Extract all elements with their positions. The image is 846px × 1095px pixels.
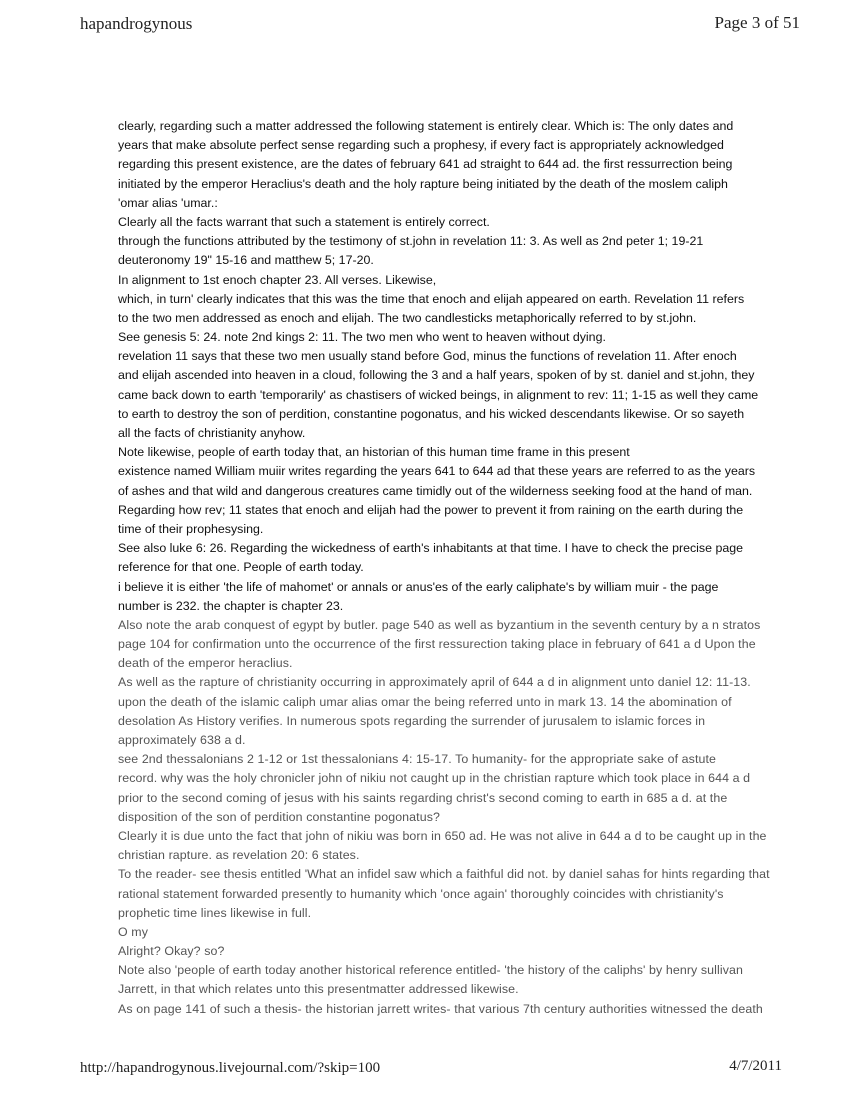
- text-line: Note likewise, people of earth today that, an historian of this human time frame in this present: [118, 445, 630, 460]
- text-line: christian rapture. as revelation 20: 6 states.: [118, 848, 360, 863]
- text-line: As well as the rapture of christianity occurring in approximately april of 644 a d in alignment unto daniel 12: 11-13.: [118, 675, 751, 690]
- text-line: number is 232. the chapter is chapter 23.: [118, 598, 344, 613]
- text-line: years that make absolute perfect sense regarding such a prophesy, if every fact is appropriately acknowledged: [118, 138, 724, 153]
- text-line: See also luke 6: 26. Regarding the wickedness of earth's inhabitants at that time. I have to check the precise page: [118, 541, 744, 556]
- text-line: which, in turn' clearly indicates that this was the time that enoch and elijah appeared on earth. Revelation 11 refers: [118, 291, 745, 306]
- text-line: upon the death of the islamic caliph umar alias omar the being referred unto in mark 13. 14 the abomination of: [118, 694, 732, 709]
- site-title: hapandrogynous: [80, 14, 193, 33]
- text-line: Also note the arab conquest of egypt by butler. page 540 as well as byzantium in the seventh century by a n stratos: [118, 617, 761, 632]
- text-line: As on page 141 of such a thesis- the historian jarrett writes- that various 7th century authorities witnessed the death: [118, 1001, 763, 1016]
- text-line: of ashes and that wild and dangerous creatures came timidly out of the wilderness seeking food at the hand of man.: [118, 483, 753, 498]
- text-line: prior to the second coming of jesus with his saints regarding christ's second coming to earth in 685 a d. at the: [118, 790, 728, 805]
- text-line: prophetic time lines likewise in full.: [118, 905, 312, 920]
- text-line: regarding this present existence, are the dates of february 641 ad straight to 644 ad. the first ressurrection being: [118, 157, 733, 172]
- text-line: O my: [118, 924, 148, 939]
- document-body: [118, 117, 778, 1019]
- text-line: existence named William muiir writes regarding the years 641 to 644 ad that these years are referred to as the years: [118, 464, 756, 479]
- text-line: Clearly it is due unto the fact that john of nikiu was born in 650 ad. He was not alive in 644 a d to be caught up in the: [118, 828, 767, 843]
- text-line: revelation 11 says that these two men usually stand before God, minus the functions of revelation 11. After enoch: [118, 349, 737, 364]
- text-line: all the facts of christianity anyhow.: [118, 426, 306, 440]
- text-line: See genesis 5: 24. note 2nd kings 2: 11. The two men who went to heaven without dying.: [118, 330, 606, 345]
- text-line: initiated by the emperor Heraclius's death and the holy rapture being initiated by the death of the moslem caliph: [118, 176, 728, 191]
- text-line: To the reader- see thesis entitled 'What an infidel saw which a faithful did not. by daniel sahas for hints regarding that: [118, 867, 770, 882]
- text-line: see 2nd thessalonians 2 1-12 or 1st thessalonians 4: 15-17. To humanity- for the appropriate sake of astute: [118, 752, 717, 767]
- text-line: Alright? Okay? so?: [118, 944, 225, 959]
- page-number: Page 3 of 51: [714, 13, 800, 32]
- text-line: page 104 for confirmation unto the occurrence of the first ressurection taking place in february of 641 a d Upon the: [118, 637, 756, 652]
- text-line: approximately 638 a d.: [118, 733, 246, 747]
- text-line: came back down to earth 'temporarily' as chastisers of wicked beings, in alignment to rev: 11; 1-15 as well they came: [118, 387, 759, 402]
- text-line: record. why was the holy chronicler john of nikiu not caught up in the christian rapture which took place in 644 a d: [118, 771, 751, 786]
- text-line: time of their prophesysing.: [118, 521, 264, 536]
- text-line: rational statement forwarded presently to humanity which 'once again' thoroughly coincides with christianity's: [118, 886, 724, 901]
- text-line: Regarding how rev; 11 states that enoch and elijah had the power to prevent it from raining on the earth during the: [118, 502, 744, 517]
- footer-url[interactable]: http://hapandrogynous.livejournal.com/?skip=100: [80, 1060, 381, 1076]
- text-line: to earth to destroy the son of perdition, constantine pogonatus, and his wicked descendants likewise. Or so sayeth: [118, 406, 745, 421]
- text-line: disposition of the son of perdition constantine pogonatus?: [118, 809, 440, 824]
- text-line: 'omar alias 'umar.:: [118, 195, 218, 210]
- text-line: desolation As History verifies. In numerous spots regarding the surrender of jurusalem to islamic forces in: [118, 713, 706, 728]
- text-line: death of the emperor heraclius.: [118, 656, 293, 671]
- text-line: through the functions attributed by the testimony of st.john in revelation 11: 3. As well as 2nd peter 1; 19-21: [118, 234, 704, 249]
- text-line: Jarrett, in that which relates unto this presentmatter addressed likewise.: [118, 982, 519, 997]
- text-line: Note also 'people of earth today another historical reference entitled- 'the history of the caliphs' by henry sullivan: [118, 963, 744, 978]
- footer-date: 4/7/2011: [729, 1058, 782, 1074]
- text-line: clearly, regarding such a matter addressed the following statement is entirely clear. Which is: The only dates and: [118, 119, 734, 133]
- text-line: i believe it is either 'the life of mahomet' or annals or anus'es of the early caliphate's by william muir - the page: [118, 579, 719, 594]
- text-line: In alignment to 1st enoch chapter 23. All verses. Likewise,: [118, 272, 437, 287]
- text-line: reference for that one. People of earth today.: [118, 560, 364, 575]
- text-line: to the two men addressed as enoch and elijah. The two candlesticks metaphorically referred to by st.john.: [118, 310, 697, 325]
- text-line: deuteronomy 19" 15-16 and matthew 5; 17-20.: [118, 253, 374, 268]
- text-line: Clearly all the facts warrant that such a statement is entirely correct.: [118, 214, 490, 229]
- text-line: and elijah ascended into heaven in a cloud, following the 3 and a half years, spoken of by st. daniel and st.john, they: [118, 368, 755, 383]
